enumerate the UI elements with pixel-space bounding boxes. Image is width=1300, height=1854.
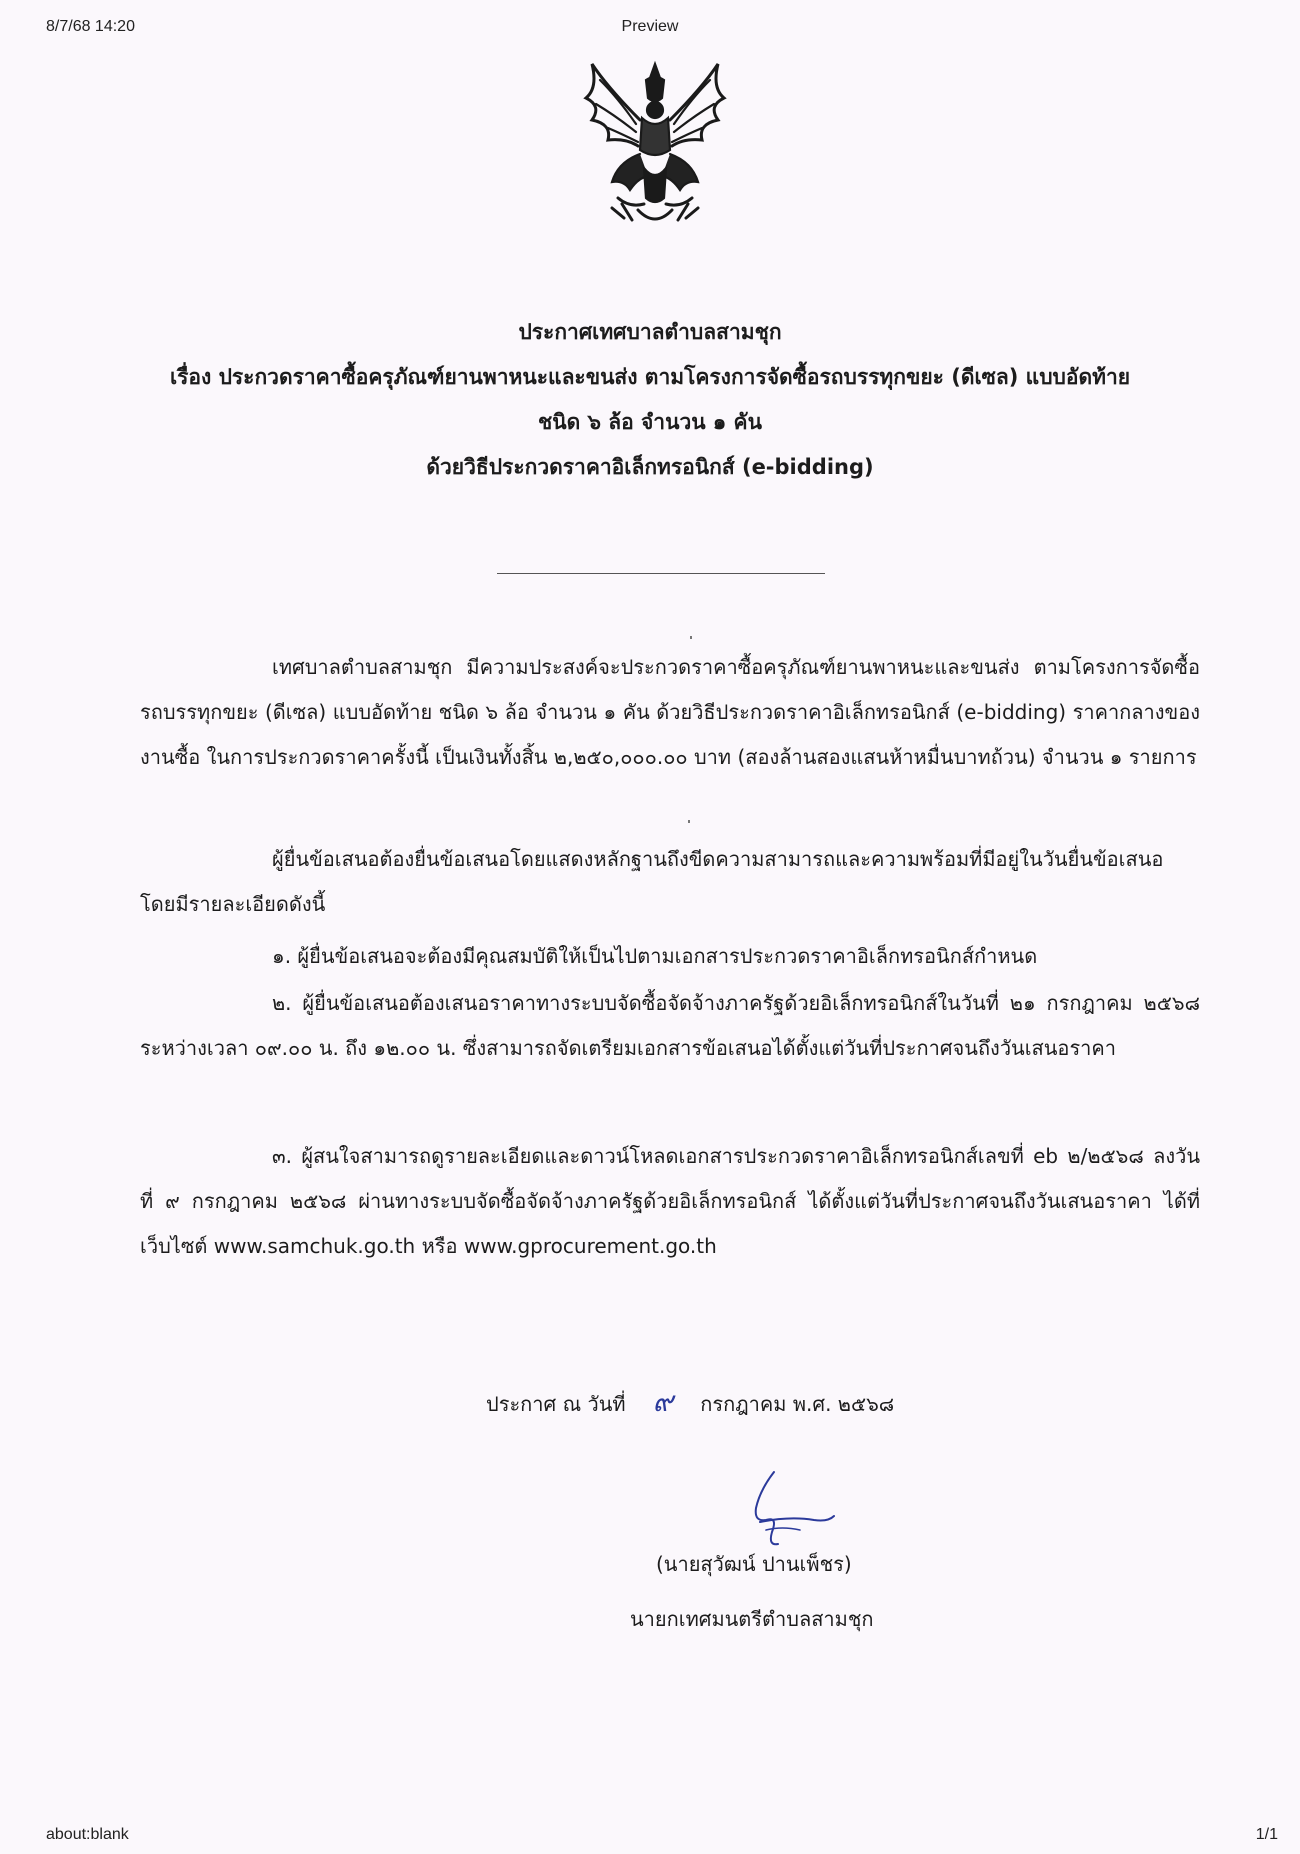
scan-speck — [688, 820, 690, 823]
paragraph-item-3: ๓. ผู้สนใจสามารถดูรายละเอียดและดาวน์โหลดเอกสารประกวดราคาอิเล็กทรอนิกส์เลขที่ eb ๒/๒๕๖๘ ลงวันที่ ๙ กรกฎาคม ๒๕๖๘ ผ่านทางระบบจัดซื้อจัดจ้างภาครัฐด้วยอิเล็กทรอนิกส์ ได้ตั้งแต่วันที่ประกาศจนถึงวันเสนอราคา ได้ที่เว็บไซต์ www.samchuk.go.th หรือ www.gprocurement.go.th — [140, 1144, 1200, 1258]
announce-month-year: กรกฎาคม พ.ศ. ๒๕๖๘ — [700, 1392, 895, 1416]
paragraph-item-2: ๒. ผู้ยื่นข้อเสนอต้องเสนอราคาทางระบบจัดซื้อจัดจ้างภาครัฐด้วยอิเล็กทรอนิกส์ในวันที่ ๒๑ กรกฎาคม ๒๕๖๘ ระหว่างเวลา ๐๙.๐๐ น. ถึง ๑๒.๐๐ น. ซึ่งสามารถจัดเตรียมเอกสารข้อเสนอได้ตั้งแต่วันที่ประกาศจนถึงวันเสนอราคา — [140, 991, 1200, 1060]
print-url: about:blank — [46, 1826, 129, 1843]
title-divider — [497, 573, 825, 574]
garuda-emblem-icon — [578, 58, 732, 230]
title-line-1: ประกาศเทศบาลตำบลสามชุก — [518, 320, 782, 344]
signature-icon — [730, 1460, 840, 1560]
print-preview-label: Preview — [621, 18, 679, 35]
print-footer — [0, 1826, 1300, 1848]
announce-prefix: ประกาศ ณ วันที่ — [486, 1392, 626, 1416]
title-line-3: ชนิด ๖ ล้อ จำนวน ๑ คัน — [538, 410, 762, 434]
paragraph-requirements: ผู้ยื่นข้อเสนอต้องยื่นข้อเสนอโดยแสดงหลักฐานถึงขีดความสามารถและความพร้อมที่มีอยู่ในวันยื่นข้อเสนอ โดยมีรายละเอียดดังนี้ — [140, 847, 1164, 916]
print-page-number: 1/1 — [1255, 1826, 1278, 1843]
title-line-2: เรื่อง ประกวดราคาซื้อครุภัณฑ์ยานพาหนะและขนส่ง ตามโครงการจัดซื้อรถบรรทุกขยะ (ดีเซล) แบบอัดท้าย — [169, 365, 1131, 389]
print-header — [0, 18, 1300, 40]
scan-speck — [690, 636, 692, 639]
signer-title: นายกเทศมนตรีตำบลสามชุก — [630, 1607, 874, 1631]
announce-day-handwritten: ๙ — [652, 1385, 674, 1418]
paragraph-item-1: ๑. ผู้ยื่นข้อเสนอจะต้องมีคุณสมบัติให้เป็นไปตามเอกสารประกวดราคาอิเล็กทรอนิกส์กำหนด — [272, 944, 1038, 968]
document-title — [0, 310, 1300, 490]
paragraph-intro: เทศบาลตำบลสามชุก มีความประสงค์จะประกวดราคาซื้อครุภัณฑ์ยานพาหนะและขนส่ง ตามโครงการจัดซื้อรถบรรทุกขยะ (ดีเซล) แบบอัดท้าย ชนิด ๖ ล้อ จำนวน ๑ คัน ด้วยวิธีประกวดราคาอิเล็กทรอนิกส์ (e-bidding) ราคากลางของงานซื้อ ในการประกวดราคาครั้งนี้ เป็นเงินทั้งสิ้น ๒,๒๕๐,๐๐๐.๐๐ บาท (สองล้านสองแสนห้าหมื่นบาทถ้วน) จำนวน ๑ รายการ — [140, 655, 1200, 769]
signer-name: (นายสุวัฒน์ ปานเพ็ชร) — [656, 1552, 852, 1576]
announcement-date — [486, 1380, 894, 1424]
print-datetime: 8/7/68 14:20 — [46, 18, 135, 35]
title-line-4: ด้วยวิธีประกวดราคาอิเล็กทรอนิกส์ (e-bidding) — [426, 455, 874, 479]
